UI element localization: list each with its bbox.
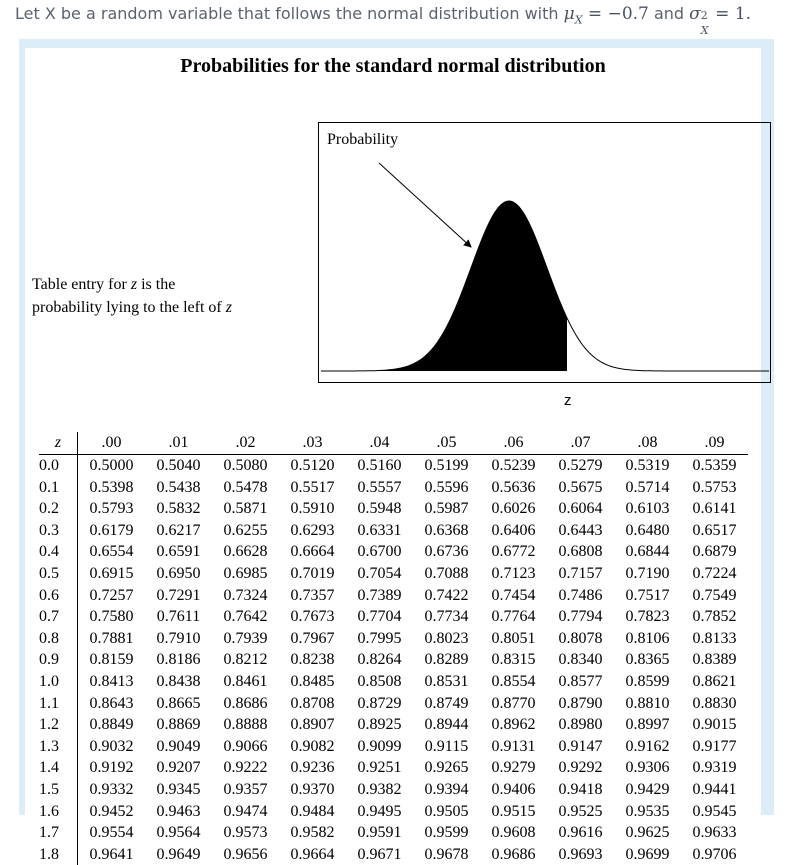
probability-cell: 0.8907 (290, 716, 335, 734)
column-header: .01 (145, 432, 212, 455)
probability-cell: 0.8340 (558, 651, 603, 669)
probability-cell: 0.9599 (424, 824, 469, 842)
probability-cell: 0.7123 (491, 564, 536, 582)
probability-cell: 0.9406 (491, 780, 536, 798)
probability-cell: 0.6844 (625, 543, 670, 561)
normal-curve-svg (319, 123, 772, 384)
probability-cell: 0.7881 (89, 629, 134, 647)
probability-cell: 0.5517 (290, 478, 335, 496)
row-z-value: 0.2 (39, 498, 78, 520)
probability-cell: 0.8461 (223, 672, 268, 690)
row-z-value: 1.5 (39, 779, 78, 801)
probability-cell: 0.7019 (290, 564, 335, 582)
probability-cell: 0.8925 (357, 716, 402, 734)
probability-cell: 0.6591 (156, 543, 201, 561)
probability-cell: 0.8980 (558, 716, 603, 734)
probability-cell: 0.7054 (357, 564, 402, 582)
probability-cell: 0.8485 (290, 672, 335, 690)
probability-cell: 0.9251 (357, 759, 402, 777)
probability-cell: 0.5279 (558, 457, 603, 474)
table-row (39, 606, 748, 628)
probability-cell: 0.5714 (625, 478, 670, 496)
probability-cell: 0.7910 (156, 629, 201, 647)
column-header: .03 (279, 432, 346, 455)
probability-cell: 0.5753 (692, 478, 737, 496)
probability-cell: 0.6554 (89, 543, 134, 561)
probability-cell: 0.8770 (491, 694, 536, 712)
probability-cell: 0.8133 (692, 629, 737, 647)
probability-cell: 0.6664 (290, 543, 335, 561)
probability-cell: 0.9474 (223, 802, 268, 820)
probability-cell: 0.5557 (357, 478, 402, 496)
mean-expression: $\mu_X = -0.7$ (563, 4, 649, 27)
probability-cell: 0.9236 (290, 759, 335, 777)
figure-z-label: z (564, 392, 572, 409)
probability-cell: 0.9049 (156, 737, 201, 755)
table-row (39, 563, 748, 585)
table-row (39, 455, 748, 477)
probability-cell: 0.7324 (223, 586, 268, 604)
probability-cell: 0.6293 (290, 521, 335, 539)
probability-cell: 0.7580 (89, 608, 134, 626)
probability-cell: 0.9616 (558, 824, 603, 842)
probability-cell: 0.6443 (558, 521, 603, 539)
probability-cell: 0.7611 (156, 608, 201, 626)
row-z-value: 1.0 (39, 671, 78, 693)
column-header: .07 (547, 432, 614, 455)
probability-cell: 0.9664 (290, 845, 335, 863)
probability-cell: 0.9573 (223, 824, 268, 842)
probability-cell: 0.5359 (692, 457, 737, 474)
probability-cell: 0.7852 (692, 608, 737, 626)
probability-cell: 0.9177 (692, 737, 737, 755)
probability-cell: 0.7823 (625, 608, 670, 626)
probability-cell: 0.8749 (424, 694, 469, 712)
probability-cell: 0.5910 (290, 500, 335, 518)
probability-cell: 0.8078 (558, 629, 603, 647)
probability-cell: 0.5000 (89, 457, 134, 474)
probability-cell: 0.6808 (558, 543, 603, 561)
probability-cell: 0.7157 (558, 564, 603, 582)
probability-cell: 0.9066 (223, 737, 268, 755)
probability-cell: 0.8106 (625, 629, 670, 647)
table-row (39, 693, 748, 715)
probability-cell: 0.5120 (290, 457, 335, 474)
probability-cell: 0.7486 (558, 586, 603, 604)
probability-cell: 0.9015 (692, 716, 737, 734)
table-row (39, 801, 748, 823)
probability-cell: 0.8888 (223, 716, 268, 734)
probability-cell: 0.6950 (156, 564, 201, 582)
probability-cell: 0.8708 (290, 694, 335, 712)
probability-cell: 0.9418 (558, 780, 603, 798)
shaded-probability-area (321, 201, 567, 371)
row-z-value: 1.2 (39, 714, 78, 736)
probability-cell: 0.8686 (223, 694, 268, 712)
probability-cell: 0.9564 (156, 824, 201, 842)
probability-cell: 0.9345 (156, 780, 201, 798)
probability-cell: 0.7995 (357, 629, 402, 647)
probability-cell: 0.7704 (357, 608, 402, 626)
probability-cell: 0.9625 (625, 824, 670, 842)
table-entry-note (32, 273, 232, 319)
probability-cell: 0.6985 (223, 564, 268, 582)
probability-cell: 0.8389 (692, 651, 737, 669)
probability-cell: 0.9656 (223, 845, 268, 863)
probability-cell: 0.5438 (156, 478, 201, 496)
probability-cell: 0.9678 (424, 845, 469, 863)
table-row (39, 541, 748, 563)
probability-cell: 0.9082 (290, 737, 335, 755)
probability-cell: 0.8962 (491, 716, 536, 734)
table-row (39, 649, 748, 671)
probability-cell: 0.9370 (290, 780, 335, 798)
probability-cell: 0.8621 (692, 672, 737, 690)
probability-cell: 0.9582 (290, 824, 335, 842)
column-header: .06 (480, 432, 547, 455)
probability-cell: 0.7257 (89, 586, 134, 604)
probability-cell: 0.7389 (357, 586, 402, 604)
probability-cell: 0.6141 (692, 500, 737, 518)
probability-cell: 0.8554 (491, 672, 536, 690)
row-z-value: 1.7 (39, 822, 78, 844)
probability-cell: 0.9429 (625, 780, 670, 798)
probability-cell: 0.9115 (424, 737, 469, 755)
and-word: and (653, 4, 685, 23)
probability-cell: 0.8830 (692, 694, 737, 712)
z-column-header: z (39, 432, 78, 455)
normal-curve-figure (318, 122, 771, 383)
probability-cell: 0.5160 (357, 457, 402, 474)
probability-cell: 0.8810 (625, 694, 670, 712)
row-z-value: 0.6 (39, 585, 78, 607)
probability-cell: 0.9515 (491, 802, 536, 820)
probability-cell: 0.9441 (692, 780, 737, 798)
probability-cell: 0.8849 (89, 716, 134, 734)
probability-cell: 0.9292 (558, 759, 603, 777)
probability-cell: 0.7967 (290, 629, 335, 647)
probability-cell: 0.8869 (156, 716, 201, 734)
probability-cell: 0.9699 (625, 845, 670, 863)
probability-cell: 0.8051 (491, 629, 536, 647)
row-z-value: 1.6 (39, 801, 78, 823)
probability-cell: 0.8023 (424, 629, 469, 647)
probability-cell: 0.8790 (558, 694, 603, 712)
table-row (39, 520, 748, 542)
column-header: .00 (78, 432, 146, 455)
probability-cell: 0.9147 (558, 737, 603, 755)
probability-cell: 0.8159 (89, 651, 134, 669)
probability-cell: 0.8531 (424, 672, 469, 690)
probability-cell: 0.9222 (223, 759, 268, 777)
row-z-value: 0.5 (39, 563, 78, 585)
probability-cell: 0.5871 (223, 500, 268, 518)
probability-cell: 0.8729 (357, 694, 402, 712)
probability-cell: 0.9382 (357, 780, 402, 798)
probability-cell: 0.7088 (424, 564, 469, 582)
probability-cell: 0.9591 (357, 824, 402, 842)
probability-cell: 0.9319 (692, 759, 737, 777)
table-row (39, 714, 748, 736)
column-header: .05 (413, 432, 480, 455)
z-table (39, 432, 748, 865)
column-header: .09 (681, 432, 748, 455)
probability-cell: 0.7549 (692, 586, 737, 604)
column-header: .08 (614, 432, 681, 455)
probability-cell: 0.6026 (491, 500, 536, 518)
row-z-value: 0.4 (39, 541, 78, 563)
probability-cell: 0.9452 (89, 802, 134, 820)
table-row (39, 757, 748, 779)
table-row (39, 671, 748, 693)
probability-cell: 0.8413 (89, 672, 134, 690)
probability-cell: 0.8264 (357, 651, 402, 669)
probability-cell: 0.5080 (223, 457, 268, 474)
probability-cell: 0.7794 (558, 608, 603, 626)
probability-cell: 0.9394 (424, 780, 469, 798)
z-table-image (25, 48, 761, 863)
probability-cell: 0.5948 (357, 500, 402, 518)
probability-cell: 0.6772 (491, 543, 536, 561)
probability-cell: 0.9545 (692, 802, 737, 820)
probability-cell: 0.9505 (424, 802, 469, 820)
probability-cell: 0.8438 (156, 672, 201, 690)
probability-cell: 0.5478 (223, 478, 268, 496)
probability-cell: 0.9495 (357, 802, 402, 820)
probability-cell: 0.8186 (156, 651, 201, 669)
probability-cell: 0.8577 (558, 672, 603, 690)
probability-arrow (379, 163, 471, 247)
probability-cell: 0.7642 (223, 608, 268, 626)
probability-cell: 0.9671 (357, 845, 402, 863)
probability-cell: 0.7764 (491, 608, 536, 626)
probability-cell: 0.8665 (156, 694, 201, 712)
question-prefix: Let X be a random variable that follows the normal distribution with (15, 4, 559, 23)
probability-cell: 0.9032 (89, 737, 134, 755)
probability-cell: 0.5040 (156, 457, 201, 474)
probability-cell: 0.7734 (424, 608, 469, 626)
probability-cell: 0.6255 (223, 521, 268, 539)
probability-cell: 0.7517 (625, 586, 670, 604)
probability-cell: 0.5239 (491, 457, 536, 474)
probability-cell: 0.8944 (424, 716, 469, 734)
probability-cell: 0.5398 (89, 478, 134, 496)
probability-cell: 0.8365 (625, 651, 670, 669)
probability-cell: 0.6736 (424, 543, 469, 561)
probability-cell: 0.6368 (424, 521, 469, 539)
row-z-value: 0.9 (39, 649, 78, 671)
probability-cell: 0.6064 (558, 500, 603, 518)
variance-expression: σ 2 X = 1. (689, 4, 752, 37)
probability-cell: 0.7454 (491, 586, 536, 604)
probability-cell: 0.8238 (290, 651, 335, 669)
table-row (39, 585, 748, 607)
probability-cell: 0.9686 (491, 845, 536, 863)
probability-cell: 0.5636 (491, 478, 536, 496)
probability-cell: 0.9633 (692, 824, 737, 842)
probability-cell: 0.9306 (625, 759, 670, 777)
probability-cell: 0.7673 (290, 608, 335, 626)
column-header: .02 (212, 432, 279, 455)
probability-cell: 0.9162 (625, 737, 670, 755)
probability-cell: 0.5987 (424, 500, 469, 518)
probability-cell: 0.8643 (89, 694, 134, 712)
probability-cell: 0.6406 (491, 521, 536, 539)
probability-cell: 0.5793 (89, 500, 134, 518)
probability-cell: 0.9099 (357, 737, 402, 755)
probability-cell: 0.6879 (692, 543, 737, 561)
probability-cell: 0.9131 (491, 737, 536, 755)
probability-cell: 0.6103 (625, 500, 670, 518)
row-z-value: 0.0 (39, 455, 78, 477)
probability-cell: 0.9693 (558, 845, 603, 863)
probability-cell: 0.8289 (424, 651, 469, 669)
table-row (39, 477, 748, 499)
probability-cell: 0.7357 (290, 586, 335, 604)
entry-note-line2: probability lying to the left of z (32, 299, 232, 316)
probability-cell: 0.9641 (89, 845, 134, 863)
probability-cell: 0.5596 (424, 478, 469, 496)
probability-cell: 0.7422 (424, 586, 469, 604)
probability-cell: 0.6217 (156, 521, 201, 539)
probability-cell: 0.9207 (156, 759, 201, 777)
probability-cell: 0.9279 (491, 759, 536, 777)
probability-cell: 0.6628 (223, 543, 268, 561)
row-z-value: 1.8 (39, 844, 78, 865)
probability-cell: 0.9535 (625, 802, 670, 820)
probability-cell: 0.5199 (424, 457, 469, 474)
probability-cell: 0.6480 (625, 521, 670, 539)
probability-cell: 0.7190 (625, 564, 670, 582)
table-row (39, 498, 748, 520)
probability-cell: 0.8508 (357, 672, 402, 690)
table-row (39, 628, 748, 650)
probability-cell: 0.9265 (424, 759, 469, 777)
row-z-value: 0.1 (39, 477, 78, 499)
probability-cell: 0.6517 (692, 521, 737, 539)
table-title: Probabilities for the standard normal distribution (180, 55, 606, 77)
row-z-value: 1.1 (39, 693, 78, 715)
probability-cell: 0.9484 (290, 802, 335, 820)
probability-cell: 0.9332 (89, 780, 134, 798)
row-z-value: 0.7 (39, 606, 78, 628)
probability-cell: 0.5832 (156, 500, 201, 518)
probability-cell: 0.7224 (692, 564, 737, 582)
row-z-value: 1.3 (39, 736, 78, 758)
probability-cell: 0.8997 (625, 716, 670, 734)
probability-cell: 0.7291 (156, 586, 201, 604)
probability-cell: 0.9463 (156, 802, 201, 820)
probability-cell: 0.5319 (625, 457, 670, 474)
probability-cell: 0.9554 (89, 824, 134, 842)
table-row (39, 822, 748, 844)
probability-cell: 0.9706 (692, 845, 737, 863)
probability-cell: 0.9608 (491, 824, 536, 842)
probability-cell: 0.9192 (89, 759, 134, 777)
probability-cell: 0.9357 (223, 780, 268, 798)
probability-cell: 0.6700 (357, 543, 402, 561)
question-text (15, 4, 752, 37)
entry-note-line1: Table entry for z is the (32, 276, 176, 293)
table-row (39, 844, 748, 865)
table-row (39, 736, 748, 758)
table-row (39, 779, 748, 801)
probability-cell: 0.5675 (558, 478, 603, 496)
table-header-row (39, 432, 748, 455)
probability-cell: 0.6179 (89, 521, 134, 539)
probability-cell: 0.8599 (625, 672, 670, 690)
probability-cell: 0.8212 (223, 651, 268, 669)
probability-cell: 0.6331 (357, 521, 402, 539)
row-z-value: 1.4 (39, 757, 78, 779)
column-header: .04 (346, 432, 413, 455)
probability-cell: 0.8315 (491, 651, 536, 669)
probability-cell: 0.6915 (89, 564, 134, 582)
probability-cell: 0.9649 (156, 845, 201, 863)
row-z-value: 0.8 (39, 628, 78, 650)
probability-cell: 0.9525 (558, 802, 603, 820)
probability-cell: 0.7939 (223, 629, 268, 647)
probability-label: Probability (327, 131, 399, 148)
row-z-value: 0.3 (39, 520, 78, 542)
